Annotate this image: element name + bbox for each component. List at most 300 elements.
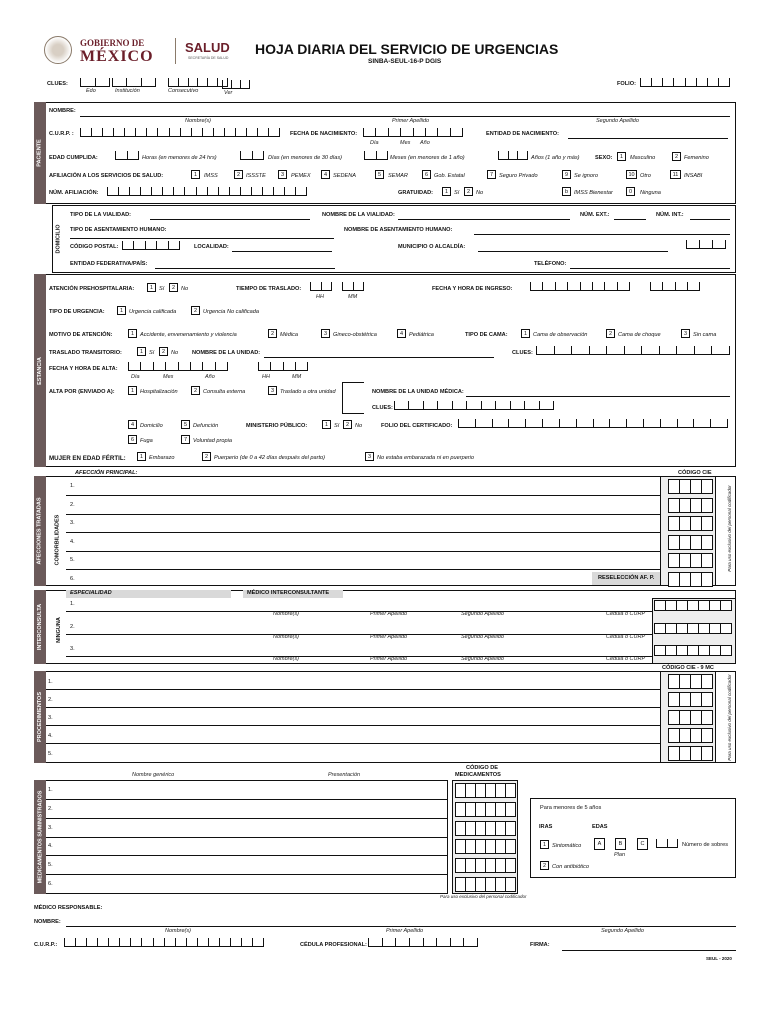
entidad-label: ENTIDAD DE NACIMIENTO: bbox=[486, 131, 559, 137]
code-cell[interactable] bbox=[476, 821, 486, 836]
sintomatico-caption: Sintomático bbox=[552, 843, 582, 849]
atpre-1-box[interactable]: 1 bbox=[147, 283, 156, 292]
code-cell[interactable] bbox=[496, 802, 506, 817]
horas-caption: Horas (en menores de 24 hrs) bbox=[142, 155, 217, 161]
code-cell[interactable] bbox=[506, 821, 516, 836]
fechaalta-field[interactable] bbox=[128, 362, 228, 371]
afil-11-box[interactable]: 11 bbox=[670, 170, 681, 179]
code-cell[interactable] bbox=[506, 858, 516, 873]
alta-7-box[interactable]: 7 bbox=[181, 435, 190, 444]
alta-3-box[interactable]: 3 bbox=[268, 386, 277, 395]
interconsulta-row-line[interactable] bbox=[66, 634, 652, 635]
code-cell[interactable] bbox=[691, 498, 702, 513]
clues-cons-field[interactable] bbox=[168, 78, 228, 87]
folio-cert-field[interactable] bbox=[458, 419, 728, 428]
ninguna-box[interactable]: 0 bbox=[626, 187, 635, 196]
iras-2-box[interactable]: 2 bbox=[540, 861, 549, 870]
edad-horas-field[interactable] bbox=[115, 151, 139, 160]
salud-logo: SALUD bbox=[185, 40, 230, 55]
procedimiento-row-line[interactable] bbox=[46, 707, 660, 708]
tipourg-1-caption: Urgencia calificada bbox=[129, 309, 177, 315]
traslado-clues-field[interactable] bbox=[536, 346, 730, 355]
localidad-field[interactable] bbox=[232, 251, 332, 252]
numint-field[interactable] bbox=[690, 219, 730, 220]
code-cell[interactable] bbox=[669, 516, 680, 531]
alta-2-box[interactable]: 2 bbox=[191, 386, 200, 395]
procedimiento-code-cells[interactable] bbox=[668, 692, 713, 707]
medicamento-row-line[interactable] bbox=[46, 874, 448, 875]
code-cell[interactable] bbox=[496, 858, 506, 873]
afeccion-row-line[interactable] bbox=[66, 569, 660, 570]
code-cell[interactable] bbox=[702, 553, 713, 568]
procedimiento-row-number: 1. bbox=[48, 679, 53, 685]
code-cell[interactable] bbox=[476, 858, 486, 873]
code-cell[interactable] bbox=[496, 821, 506, 836]
motivo-1-caption: Accidente, envenenamiento y violencia bbox=[140, 332, 237, 338]
mp-no-caption: No bbox=[355, 423, 363, 429]
mp-si-caption: Sí bbox=[334, 423, 340, 429]
tiempo-label: TIEMPO DE TRASLADO: bbox=[236, 286, 302, 292]
procedimientos-sidebar: PROCEDIMIENTOS bbox=[34, 671, 46, 763]
code-cell[interactable] bbox=[680, 516, 691, 531]
code-cell[interactable] bbox=[476, 783, 486, 798]
cp-label: CÓDIGO POSTAL: bbox=[70, 244, 119, 250]
clues-inst-caption: Institución bbox=[115, 88, 140, 94]
code-cell[interactable] bbox=[699, 623, 710, 634]
edas-c-box[interactable]: C bbox=[637, 838, 648, 850]
entidadfed-field[interactable] bbox=[155, 268, 335, 269]
traslado-2-box[interactable]: 2 bbox=[159, 347, 168, 356]
procedimiento-code-cells[interactable] bbox=[668, 746, 713, 761]
clues-edo-caption: Edo bbox=[86, 88, 96, 94]
nomasen-label: NOMBRE DE ASENTAMIENTO HUMANO: bbox=[344, 227, 453, 233]
fechaalta-ano-caption: Año bbox=[205, 374, 215, 380]
procedimiento-row-number: 5. bbox=[48, 751, 53, 757]
code-cell[interactable] bbox=[688, 600, 699, 611]
interconsulta-cedula-caption: Cédula o CURP bbox=[606, 611, 646, 617]
code-cell[interactable] bbox=[476, 877, 486, 892]
interconsulta-code-cells[interactable] bbox=[654, 645, 732, 656]
medicamento-code-cells[interactable] bbox=[455, 877, 516, 892]
motivo-2-caption: Médica bbox=[280, 332, 299, 338]
numext-field[interactable] bbox=[614, 219, 646, 220]
telefono-field[interactable] bbox=[570, 268, 730, 269]
code-cell[interactable] bbox=[456, 877, 466, 892]
code-cell[interactable] bbox=[721, 600, 732, 611]
afeccion-code-cells[interactable] bbox=[668, 498, 713, 513]
motivo-3-box[interactable]: 3 bbox=[321, 329, 330, 338]
code-cell[interactable] bbox=[691, 692, 702, 707]
tipoasen-field[interactable] bbox=[70, 238, 334, 239]
procedimiento-row-line[interactable] bbox=[46, 689, 660, 690]
code-cell[interactable] bbox=[669, 674, 680, 689]
mujer-3-box[interactable]: 3 bbox=[365, 452, 374, 461]
code-cell[interactable] bbox=[691, 710, 702, 725]
interconsulta-code-cells[interactable] bbox=[654, 600, 732, 611]
code-cell[interactable] bbox=[691, 535, 702, 550]
procedimiento-row-number: 2. bbox=[48, 697, 53, 703]
plan-caption: Plan bbox=[614, 852, 626, 858]
interconsulta-code-cells[interactable] bbox=[654, 623, 732, 634]
gratuidad-label: GRATUIDAD: bbox=[398, 190, 434, 196]
atpre-2-box[interactable]: 2 bbox=[169, 283, 178, 292]
code-cell[interactable] bbox=[691, 553, 702, 568]
afeccion-row-line[interactable] bbox=[66, 514, 660, 515]
curp-field[interactable] bbox=[80, 128, 280, 137]
code-cell[interactable] bbox=[466, 802, 476, 817]
motivo-4-box[interactable]: 4 bbox=[397, 329, 406, 338]
code-cell[interactable] bbox=[486, 858, 496, 873]
mes-caption: Mes bbox=[400, 140, 411, 146]
firma-label: FIRMA: bbox=[530, 942, 550, 948]
bienestar-box[interactable]: b bbox=[562, 187, 571, 196]
code-cell[interactable] bbox=[691, 572, 702, 587]
municipio-field[interactable] bbox=[478, 251, 668, 252]
code-cell[interactable] bbox=[456, 839, 466, 854]
alta-5-caption: Defunción bbox=[193, 423, 219, 429]
nomunidadmed-field[interactable] bbox=[466, 396, 730, 397]
mp-1-box[interactable]: 1 bbox=[322, 420, 331, 429]
code-cell[interactable] bbox=[669, 746, 680, 761]
code-cell[interactable] bbox=[669, 710, 680, 725]
alta-1-box[interactable]: 1 bbox=[128, 386, 137, 395]
afeccion-row-line[interactable] bbox=[66, 532, 660, 533]
edad-anos-field[interactable] bbox=[498, 151, 528, 160]
medicamento-row-line[interactable] bbox=[46, 855, 448, 856]
edas-b-box[interactable]: B bbox=[615, 838, 626, 850]
alta-6-box[interactable]: 6 bbox=[128, 435, 137, 444]
code-cell[interactable] bbox=[496, 877, 506, 892]
nomasen-field[interactable] bbox=[474, 234, 730, 235]
afecciones-sidebar: AFECCIONES TRATADAS bbox=[34, 476, 46, 586]
afeccion-row-number: 6. bbox=[70, 575, 75, 582]
gratuidad-2-box[interactable]: 2 bbox=[464, 187, 473, 196]
code-cell[interactable] bbox=[669, 692, 680, 707]
clues-inst-field[interactable] bbox=[112, 78, 156, 87]
code-cell[interactable] bbox=[486, 821, 496, 836]
interconsulta-cedula-caption: Cédula o CURP bbox=[606, 633, 646, 640]
code-cell[interactable] bbox=[721, 645, 732, 656]
afil-5-caption: SEMAR bbox=[388, 173, 408, 179]
dia-caption: Día bbox=[370, 140, 379, 146]
mujer-2-caption: Puerperio (de 0 a 42 días después del parto) bbox=[214, 455, 326, 461]
medicamento-row-number: 6. bbox=[48, 881, 53, 887]
afil-1-caption: IMSS bbox=[204, 173, 218, 179]
uso-exclusivo-note: Para uso exclusivo del personal codificador bbox=[726, 484, 732, 572]
medicamento-row-line[interactable] bbox=[46, 837, 448, 838]
code-cell[interactable] bbox=[710, 623, 721, 634]
code-cell[interactable] bbox=[702, 535, 713, 550]
cie9-label: CÓDIGO CIE - 9 MC bbox=[662, 665, 714, 671]
code-cell[interactable] bbox=[466, 858, 476, 873]
afil-4-caption: SEDENA bbox=[333, 173, 357, 179]
medicamento-code-cells[interactable] bbox=[455, 802, 516, 817]
tipourg-2-box[interactable]: 2 bbox=[191, 306, 200, 315]
footer-nombre-field[interactable] bbox=[66, 926, 736, 927]
nomvial-field[interactable] bbox=[398, 219, 570, 220]
mp-label: MINISTERIO PÚBLICO: bbox=[246, 423, 308, 429]
motivo-2-box[interactable]: 2 bbox=[268, 329, 277, 338]
code-cell[interactable] bbox=[666, 600, 677, 611]
motivo-1-box[interactable]: 1 bbox=[128, 329, 137, 338]
firma-field[interactable] bbox=[562, 950, 736, 951]
numext-label: NÚM. EXT.: bbox=[580, 212, 610, 218]
salud-sub: SECRETARÍA DE SALUD bbox=[188, 56, 229, 60]
code-cell[interactable] bbox=[680, 692, 691, 707]
code-cell[interactable] bbox=[496, 839, 506, 854]
afil-7-caption: Seguro Privado bbox=[499, 173, 538, 179]
code-cell[interactable] bbox=[702, 746, 713, 761]
afil-7-box[interactable]: 7 bbox=[487, 170, 496, 179]
code-cell[interactable] bbox=[680, 674, 691, 689]
clues-ver-caption: Ver bbox=[224, 90, 233, 96]
code-cell[interactable] bbox=[669, 553, 680, 568]
code-cell[interactable] bbox=[456, 821, 466, 836]
code-cell[interactable] bbox=[680, 553, 691, 568]
atpre-label: ATENCIÓN PREHOSPITALARIA: bbox=[49, 286, 135, 292]
nomunidadmed-label: NOMBRE DE LA UNIDAD MÉDICA: bbox=[372, 389, 464, 395]
cama-3-box[interactable]: 3 bbox=[681, 329, 690, 338]
afil-3-box[interactable]: 3 bbox=[278, 170, 287, 179]
code-cell[interactable] bbox=[691, 516, 702, 531]
afeccion-principal-label: AFECCIÓN PRINCIPAL: bbox=[75, 470, 138, 476]
sobres-field[interactable] bbox=[656, 839, 678, 848]
code-cell[interactable] bbox=[666, 645, 677, 656]
code-cell[interactable] bbox=[702, 674, 713, 689]
afeccion-row-line[interactable] bbox=[66, 495, 660, 496]
code-cell[interactable] bbox=[466, 877, 476, 892]
procedimiento-row-line[interactable] bbox=[46, 725, 660, 726]
tiempo-hh-field[interactable] bbox=[310, 282, 332, 291]
code-cell[interactable] bbox=[702, 498, 713, 513]
folio-field[interactable] bbox=[640, 78, 730, 87]
code-cell[interactable] bbox=[655, 623, 666, 634]
code-cell[interactable] bbox=[655, 645, 666, 656]
folio-label: FOLIO: bbox=[617, 81, 636, 87]
sobres-caption: Número de sobres bbox=[682, 842, 729, 848]
code-cell[interactable] bbox=[677, 623, 688, 634]
meses-caption: Meses (en menores de 1 año) bbox=[390, 155, 465, 161]
tiempo-mm-field[interactable] bbox=[342, 282, 364, 291]
procedimiento-row-line[interactable] bbox=[46, 743, 660, 744]
afeccion-code-cells[interactable] bbox=[668, 516, 713, 531]
codigo-med-label-2: MEDICAMENTOS bbox=[455, 772, 501, 778]
code-cell[interactable] bbox=[669, 479, 680, 494]
sexo-1-box[interactable]: 1 bbox=[617, 152, 626, 161]
mujer-2-box[interactable]: 2 bbox=[202, 452, 211, 461]
gratuidad-1-box[interactable]: 1 bbox=[442, 187, 451, 196]
fechaing-field[interactable] bbox=[530, 282, 630, 291]
code-cell[interactable] bbox=[702, 516, 713, 531]
afil-4-box[interactable]: 4 bbox=[321, 170, 330, 179]
code-cell[interactable] bbox=[702, 728, 713, 743]
code-cell[interactable] bbox=[669, 728, 680, 743]
code-cell[interactable] bbox=[680, 710, 691, 725]
nomunidad-field[interactable] bbox=[264, 357, 494, 358]
afil-10-box[interactable]: 10 bbox=[626, 170, 637, 179]
afeccion-code-cells[interactable] bbox=[668, 535, 713, 550]
medicamento-code-cells[interactable] bbox=[455, 839, 516, 854]
municipio-code-field[interactable] bbox=[686, 240, 726, 249]
procedimientos-section bbox=[34, 671, 736, 763]
interconsulta-section bbox=[34, 590, 736, 664]
tipovial-field[interactable] bbox=[150, 219, 310, 220]
edad-dias-field[interactable] bbox=[240, 151, 264, 160]
entidad-field[interactable] bbox=[568, 138, 728, 139]
code-cell[interactable] bbox=[669, 498, 680, 513]
code-cell[interactable] bbox=[666, 623, 677, 634]
alta-5-box[interactable]: 5 bbox=[181, 420, 190, 429]
sexo-2-box[interactable]: 2 bbox=[672, 152, 681, 161]
code-cell[interactable] bbox=[702, 479, 713, 494]
code-cell[interactable] bbox=[669, 572, 680, 587]
fechaalta-time-field[interactable] bbox=[258, 362, 308, 371]
cama-1-box[interactable]: 1 bbox=[521, 329, 530, 338]
afil-1-box[interactable]: 1 bbox=[191, 170, 200, 179]
code-cell[interactable] bbox=[506, 839, 516, 854]
code-cell[interactable] bbox=[476, 839, 486, 854]
code-cell[interactable] bbox=[691, 479, 702, 494]
traslado-1-box[interactable]: 1 bbox=[137, 347, 146, 356]
afil-6-box[interactable]: 6 bbox=[422, 170, 431, 179]
interconsulta-ap1-caption: Primer Apellido bbox=[370, 656, 408, 662]
nomvial-label: NOMBRE DE LA VIALIDAD: bbox=[322, 212, 395, 218]
medicamento-row-line[interactable] bbox=[46, 799, 448, 800]
code-cell[interactable] bbox=[702, 710, 713, 725]
gov-line-2: MÉXICO bbox=[80, 48, 154, 65]
code-cell[interactable] bbox=[680, 535, 691, 550]
code-cell[interactable] bbox=[710, 645, 721, 656]
clues-ver-field[interactable] bbox=[222, 80, 250, 89]
code-cell[interactable] bbox=[680, 728, 691, 743]
code-cell[interactable] bbox=[466, 821, 476, 836]
atpre-no-caption: No bbox=[181, 286, 189, 292]
code-cell[interactable] bbox=[456, 858, 466, 873]
code-cell[interactable] bbox=[486, 877, 496, 892]
code-cell[interactable] bbox=[506, 877, 516, 892]
medicamento-code-cells[interactable] bbox=[455, 858, 516, 873]
tipourg-1-box[interactable]: 1 bbox=[117, 306, 126, 315]
code-cell[interactable] bbox=[669, 535, 680, 550]
edad-meses-field[interactable] bbox=[364, 151, 388, 160]
code-cell[interactable] bbox=[677, 645, 688, 656]
comorbilidades-sidebar: COMORBILIDADES bbox=[54, 514, 61, 566]
mujer-3-caption: No estaba embarazada ni en puerperio bbox=[377, 455, 475, 461]
afil-10-caption: Otro bbox=[640, 173, 651, 179]
code-cell[interactable] bbox=[702, 572, 713, 587]
fechaing-time-field[interactable] bbox=[650, 282, 700, 291]
iras-label: IRAS bbox=[539, 824, 553, 830]
code-cell[interactable] bbox=[691, 674, 702, 689]
nombre-field[interactable] bbox=[80, 116, 730, 117]
afeccion-code-cells[interactable] bbox=[668, 553, 713, 568]
alta-4-box[interactable]: 4 bbox=[128, 420, 137, 429]
code-cell[interactable] bbox=[680, 498, 691, 513]
code-cell[interactable] bbox=[680, 746, 691, 761]
code-cell[interactable] bbox=[680, 479, 691, 494]
presentacion-caption: Presentación bbox=[328, 772, 361, 778]
code-cell[interactable] bbox=[456, 802, 466, 817]
code-cell[interactable] bbox=[721, 623, 732, 634]
interconsulta-row-line[interactable] bbox=[66, 611, 652, 612]
reseleccion-label: RESELECCIÓN AF. P. bbox=[598, 575, 655, 581]
alta-clues-field[interactable] bbox=[394, 401, 554, 410]
mujer-1-box[interactable]: 1 bbox=[137, 452, 146, 461]
cp-field[interactable] bbox=[122, 241, 180, 250]
clues-edo-field[interactable] bbox=[80, 78, 110, 87]
interconsulta-row-line[interactable] bbox=[66, 656, 652, 657]
code-cell[interactable] bbox=[476, 802, 486, 817]
tiempo-hh-caption: HH bbox=[316, 294, 324, 300]
code-cell[interactable] bbox=[496, 783, 506, 798]
code-cell[interactable] bbox=[506, 802, 516, 817]
code-cell[interactable] bbox=[680, 572, 691, 587]
footer-nombre-label: NOMBRE: bbox=[34, 919, 61, 925]
afeccion-row-line[interactable] bbox=[66, 551, 660, 552]
interconsulta-ap2-caption: Segundo Apellido bbox=[461, 656, 504, 662]
medicamento-code-cells[interactable] bbox=[455, 821, 516, 836]
afil-9-box[interactable]: 9 bbox=[562, 170, 571, 179]
afil-11-caption: INSABI bbox=[684, 173, 703, 179]
mp-2-box[interactable]: 2 bbox=[343, 420, 352, 429]
code-cell[interactable] bbox=[702, 692, 713, 707]
tipoasen-label: TIPO DE ASENTAMIENTO HUMANO: bbox=[70, 227, 167, 233]
fem-caption: Femenino bbox=[684, 155, 709, 161]
code-cell[interactable] bbox=[710, 600, 721, 611]
afil-2-box[interactable]: 2 bbox=[234, 170, 243, 179]
fnac-field[interactable] bbox=[363, 128, 463, 137]
procedimiento-code-cells[interactable] bbox=[668, 674, 713, 689]
afeccion-code-cells[interactable] bbox=[668, 572, 713, 587]
ano-caption: Año bbox=[420, 140, 430, 146]
code-cell[interactable] bbox=[688, 623, 699, 634]
afeccion-code-cells[interactable] bbox=[668, 479, 713, 494]
code-cell[interactable] bbox=[691, 728, 702, 743]
procedimiento-code-cells[interactable] bbox=[668, 710, 713, 725]
medicamento-code-cells[interactable] bbox=[455, 783, 516, 798]
code-cell[interactable] bbox=[466, 839, 476, 854]
code-cell[interactable] bbox=[506, 783, 516, 798]
code-cell[interactable] bbox=[699, 645, 710, 656]
code-cell[interactable] bbox=[677, 600, 688, 611]
iras-1-box[interactable]: 1 bbox=[540, 840, 549, 849]
cedula-field[interactable] bbox=[368, 938, 478, 947]
medicamentos-uso-note: Para uso exclusivo del personal codificador bbox=[440, 894, 527, 899]
code-cell[interactable] bbox=[699, 600, 710, 611]
fnac-label: FECHA DE NACIMIENTO: bbox=[290, 131, 358, 137]
gratuidad-si-caption: Sí bbox=[454, 190, 460, 196]
medicamento-row-line[interactable] bbox=[46, 818, 448, 819]
code-cell[interactable] bbox=[486, 839, 496, 854]
code-cell[interactable] bbox=[486, 783, 496, 798]
localidad-label: LOCALIDAD: bbox=[194, 244, 229, 250]
footer-curp-field[interactable] bbox=[64, 938, 264, 947]
code-cell[interactable] bbox=[466, 783, 476, 798]
numafil-field[interactable] bbox=[107, 187, 307, 196]
code-cell[interactable] bbox=[486, 802, 496, 817]
fechaalta-mm-caption: MM bbox=[292, 374, 302, 380]
afil-5-box[interactable]: 5 bbox=[375, 170, 384, 179]
cama-2-box[interactable]: 2 bbox=[606, 329, 615, 338]
code-cell[interactable] bbox=[456, 783, 466, 798]
procedimiento-code-cells[interactable] bbox=[668, 728, 713, 743]
code-cell[interactable] bbox=[688, 645, 699, 656]
code-cell[interactable] bbox=[691, 746, 702, 761]
medicamentos-sidebar: MEDICAMENTOS SUMINISTRADOS bbox=[34, 780, 46, 894]
edas-a-box[interactable]: A bbox=[594, 838, 605, 850]
paciente-sidebar: PACIENTE bbox=[34, 102, 46, 204]
code-cell[interactable] bbox=[655, 600, 666, 611]
